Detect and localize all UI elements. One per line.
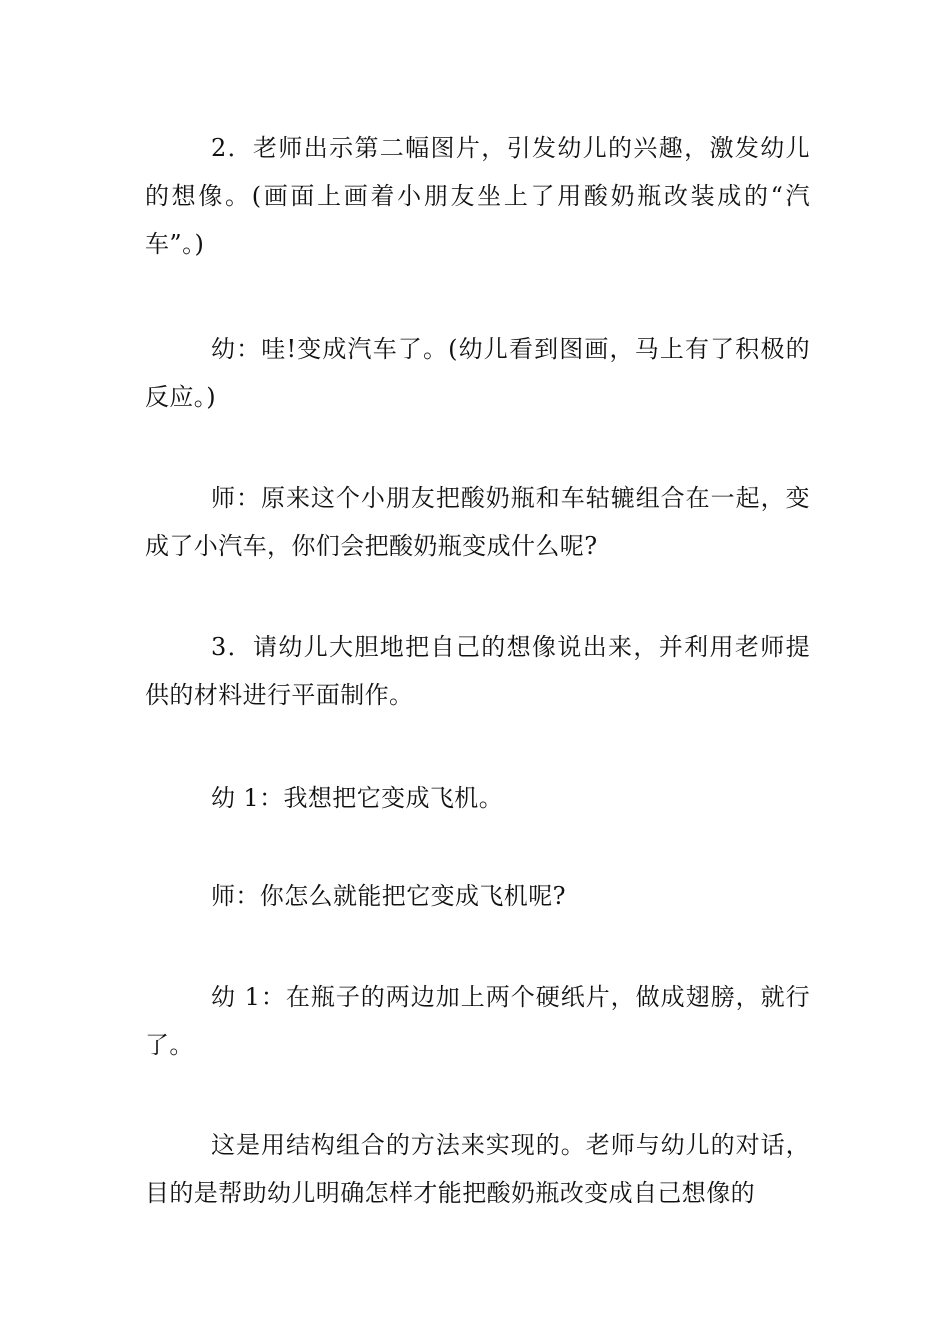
paragraph-child-reaction-car: 幼：哇!变成汽车了。(幼儿看到图画，马上有了积极的反应。) (145, 335, 810, 411)
paragraph-teacher-how: 师：你怎么就能把它变成飞机呢? (211, 882, 566, 910)
paragraph-teacher-shows-second-picture: 2．老师出示第二幅图片，引发幼儿的兴趣，激发幼儿的想像。(画面上画着小朋友坐上了用酸奶瓶改装成的“汽车”。) (145, 134, 810, 258)
paragraph-teacher-question: 师：原来这个小朋友把酸奶瓶和车轱辘组合在一起，变成了小汽车，你们会把酸奶瓶变成什么呢? (145, 484, 810, 560)
paragraph-child1-airplane: 幼 1：我想把它变成飞机。 (211, 784, 504, 812)
paragraph-child1-wings: 幼 1：在瓶子的两边加上两个硬纸片，做成翅膀，就行了。 (145, 983, 810, 1059)
paragraph-structure-method: 这是用结构组合的方法来实现的。老师与幼儿的对话，目的是帮助幼儿明确怎样才能把酸奶瓶改变成自己想像的 (145, 1131, 810, 1207)
paragraph-children-imagine: 3．请幼儿大胆地把自己的想像说出来，并利用老师提供的材料进行平面制作。 (145, 633, 810, 709)
